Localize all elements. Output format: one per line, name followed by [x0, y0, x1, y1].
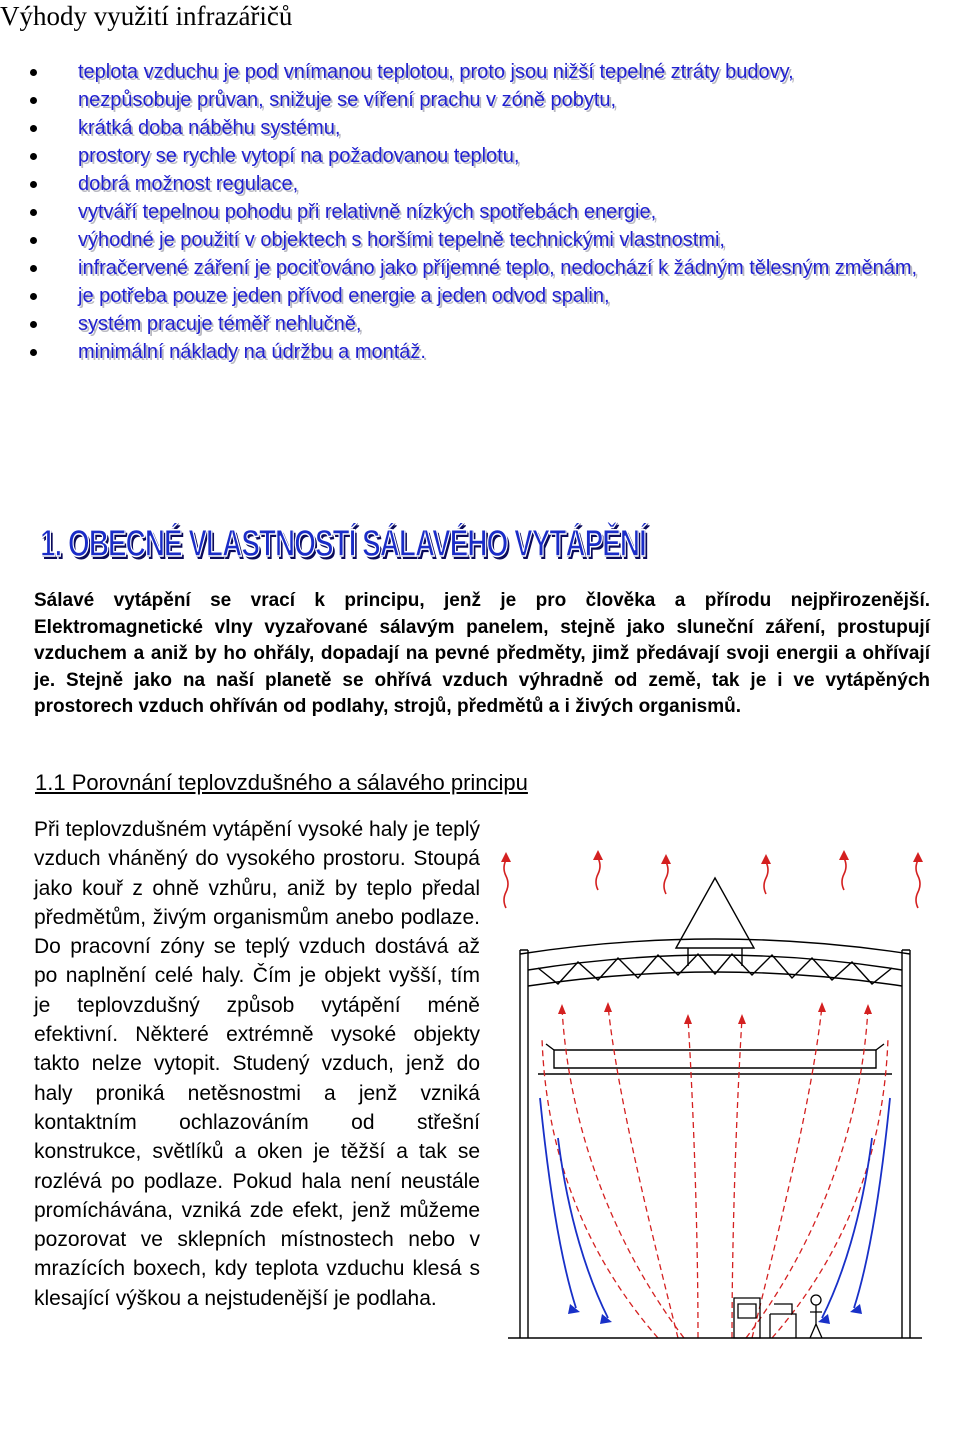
list-item-text: nezpůsobuje průvan, snižuje se víření prachu v zóně pobytu, [78, 89, 617, 111]
list-item [0, 142, 958, 170]
cold-air-arcs [540, 1098, 890, 1318]
list-item [0, 338, 958, 366]
hall-diagram [498, 838, 932, 1354]
list-item-text: vytváří tepelnou pohodu při relativně nízkých spotřebách energie, [78, 201, 657, 223]
bullet-icon [30, 181, 37, 188]
bullet-icon [30, 125, 37, 132]
list-item [0, 226, 958, 254]
benefits-list [0, 58, 958, 366]
list-item [0, 198, 958, 226]
floor-equipment [734, 1295, 822, 1338]
warm-air-arrowheads [558, 1002, 872, 1024]
body-paragraph: Při teplovzdušném vytápění vysoké haly je teplý vzduch vháněný do vysokého prostoru. Stoupá jako kouř z ohně vzhůru, aniž by teplo předal předmětům, živým organismům anebo podlaze. Do pracovní zóny se teplý vzduch dostává až po naplnění celé haly. Čím je objekt vyšší, tím je teplovzdušný způsob vytápění méně efektivní. Některé extrémně vysoké objekty takto nelze vytopit. Studený vzduch, jenž do haly proniká netěsnostmi a jenž vzniká kontaktním ochlazováním od střešní konstrukce, světlíků a oken je těžší a tak se rozlévá po podlaze. Pokud hala není neustále promíchávána, vzniká zde efekt, jenž můžeme pozorovat ve sklepních místnostech nebo v mrazících boxech, kdy teplota vzduchu klesá s klesající výškou a nejstudenější je podlaha. [34, 818, 480, 1310]
bullet-icon [30, 237, 37, 244]
bullet-icon [30, 209, 37, 216]
bullet-icon [30, 153, 37, 160]
list-item [0, 310, 958, 338]
roof-truss [520, 939, 910, 986]
list-item-text: dobrá možnost regulace, [78, 173, 299, 195]
list-item-text: systém pracuje téměř nehlučně, [78, 313, 362, 335]
hall-walls [520, 950, 910, 1338]
list-item-text: krátká doba náběhu systému, [78, 117, 341, 139]
bullet-icon [30, 265, 37, 272]
bullet-icon [30, 321, 37, 328]
list-item-text: prostory se rychle vytopí na požadovanou teplotu, [78, 145, 520, 167]
roof-lantern [676, 878, 754, 966]
list-item-text: teplota vzduchu je pod vnímanou teplotou, proto jsou nižší tepelné ztráty budovy, [78, 61, 794, 83]
list-item [0, 282, 958, 310]
list-item-text: je potřeba pouze jeden přívod energie a jeden odvod spalin, [78, 285, 610, 307]
list-item-text: výhodné je použití v objektech s horšími tepelně technickými vlastnostmi, [78, 229, 725, 251]
crane-beam [538, 1044, 892, 1074]
intro-paragraph: Sálavé vytápění se vrací k principu, jenž je pro člověka a přírodu nejpřirozenější. Elektromagnetické vlny vyzařované sálavým panelem, stejně jako sluneční záření, prostupují vzduchem a aniž by ho ohřály, dopadají na pevné předměty, jimž předávají svoji energii a ohřívají je. Stejně jako na naší planetě se ohřívá vzduch výhradně od země, tak je i ve vytápěných prostorech vzduch ohříván od podlahy, strojů, předmětů a i živých organismů. [34, 590, 930, 717]
subsection-heading: 1.1 Porovnání teplovzdušného a sálavého principu [35, 770, 528, 795]
bullet-icon [30, 69, 37, 76]
page-title: Výhody využití infrazářičů [0, 1, 293, 31]
list-item-text: minimální náklady na údržbu a montáž. [78, 341, 426, 363]
list-item [0, 254, 958, 282]
list-item-text: infračervené záření je pociťováno jako příjemné teplo, nedochází k žádným tělesným změnám, [78, 257, 918, 279]
list-item [0, 86, 958, 114]
list-item [0, 58, 958, 86]
list-item [0, 114, 958, 142]
bullet-icon [30, 293, 37, 300]
warm-air-exhaust-arrows [501, 850, 923, 908]
list-item [0, 170, 958, 198]
section-title: 1. OBECNÉ VLASTNOSTÍ SÁLAVÉHO VYTÁPĚNÍ [40, 523, 646, 565]
cold-air-arrowheads [568, 1304, 862, 1324]
bullet-icon [30, 97, 37, 104]
bullet-icon [30, 349, 37, 356]
